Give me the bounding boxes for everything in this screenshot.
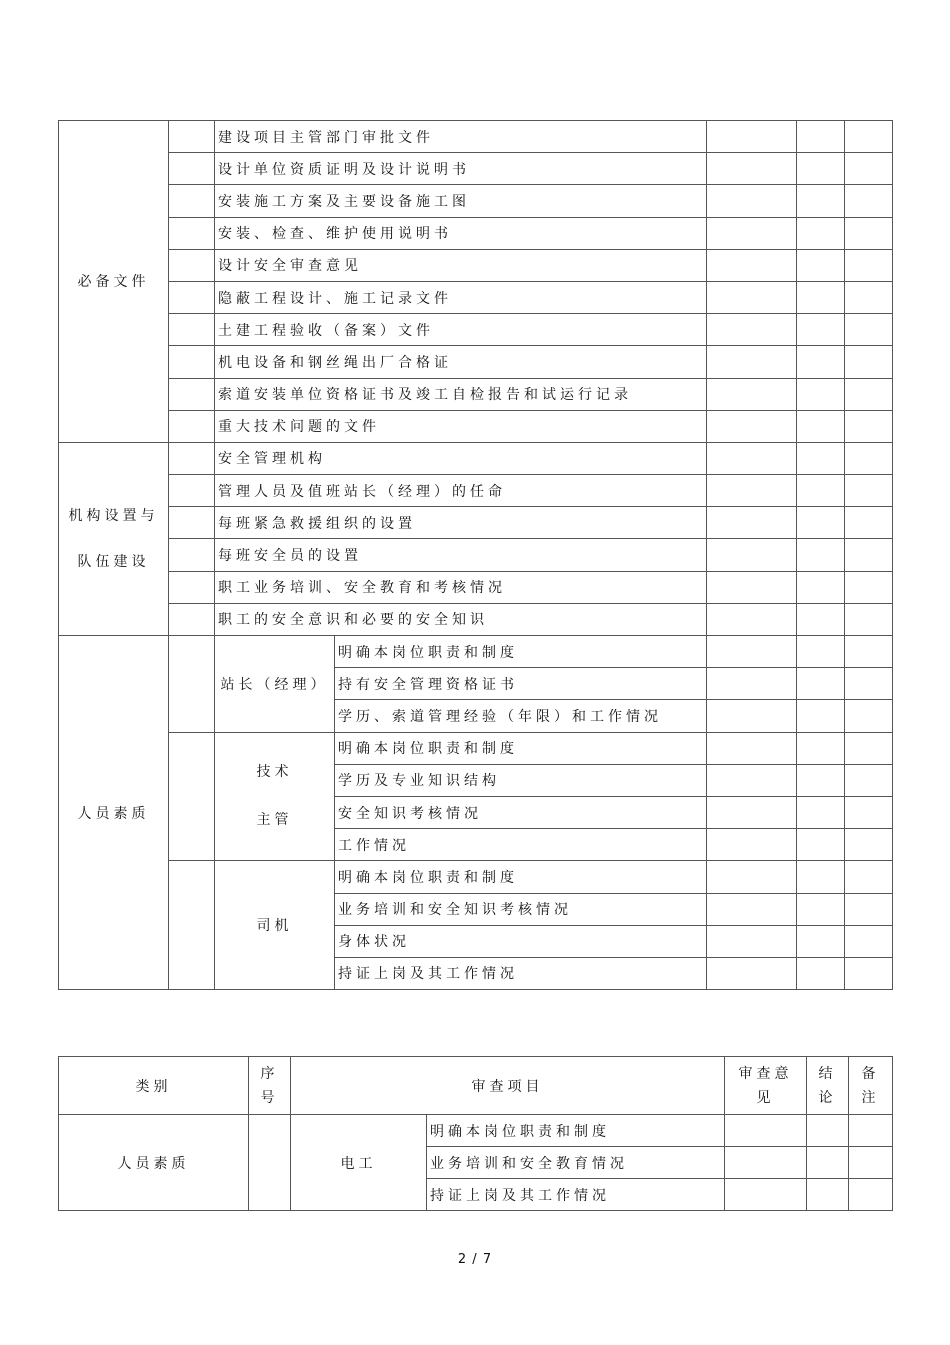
seq-cell — [169, 475, 215, 507]
review-item: 工作情况 — [335, 829, 707, 861]
conclusion-cell[interactable] — [797, 378, 845, 410]
seq-cell — [169, 281, 215, 313]
remark-cell[interactable] — [845, 249, 893, 281]
conclusion-cell[interactable] — [797, 346, 845, 378]
seq-cell — [169, 378, 215, 410]
conclusion-cell[interactable] — [797, 957, 845, 989]
opinion-cell[interactable] — [707, 764, 797, 796]
table-row — [59, 346, 893, 378]
review-item: 持证上岗及其工作情况 — [427, 1179, 725, 1211]
seq-cell — [169, 539, 215, 571]
review-item: 管理人员及值班站长（经理）的任命 — [215, 475, 707, 507]
review-item: 每班紧急救援组织的设置 — [215, 507, 707, 539]
header-seq: 序 号 — [249, 1057, 291, 1115]
seq-cell — [169, 217, 215, 249]
review-item: 设计单位资质证明及设计说明书 — [215, 153, 707, 185]
table-row — [59, 507, 893, 539]
seq-cell — [169, 442, 215, 474]
remark-cell[interactable] — [845, 378, 893, 410]
remark-cell[interactable] — [845, 217, 893, 249]
remark-cell[interactable] — [845, 314, 893, 346]
remark-cell[interactable] — [845, 153, 893, 185]
table-row — [59, 475, 893, 507]
remark-cell[interactable] — [845, 893, 893, 925]
table-row — [59, 314, 893, 346]
review-item: 设计安全审查意见 — [215, 249, 707, 281]
remark-cell[interactable] — [849, 1115, 893, 1147]
table-row — [59, 861, 893, 893]
seq-cell — [169, 507, 215, 539]
review-item: 安装施工方案及主要设备施工图 — [215, 185, 707, 217]
review-item: 职工业务培训、安全教育和考核情况 — [215, 571, 707, 603]
opinion-cell[interactable] — [707, 829, 797, 861]
table-row — [59, 442, 893, 474]
table-row — [59, 571, 893, 603]
opinion-cell[interactable] — [707, 668, 797, 700]
seq-cell — [169, 185, 215, 217]
table-header-row — [59, 1057, 893, 1115]
opinion-cell[interactable] — [725, 1179, 807, 1211]
remark-cell[interactable] — [845, 603, 893, 635]
opinion-cell[interactable] — [707, 121, 797, 153]
opinion-cell[interactable] — [725, 1115, 807, 1147]
review-item: 明确本岗位职责和制度 — [335, 861, 707, 893]
opinion-cell[interactable] — [707, 636, 797, 668]
role-cell: 司机 — [215, 861, 335, 990]
table-row — [59, 378, 893, 410]
conclusion-cell[interactable] — [797, 732, 845, 764]
header-category: 类别 — [59, 1057, 249, 1115]
seq-cell — [169, 410, 215, 442]
table-row — [59, 603, 893, 635]
review-table-continued — [58, 120, 893, 990]
opinion-cell[interactable] — [707, 796, 797, 828]
review-item: 安装、检查、维护使用说明书 — [215, 217, 707, 249]
remark-cell[interactable] — [845, 764, 893, 796]
review-item: 索道安装单位资格证书及竣工自检报告和试运行记录 — [215, 378, 707, 410]
opinion-cell[interactable] — [707, 893, 797, 925]
conclusion-cell[interactable] — [797, 314, 845, 346]
opinion-cell[interactable] — [707, 281, 797, 313]
opinion-cell[interactable] — [707, 314, 797, 346]
remark-cell[interactable] — [845, 121, 893, 153]
conclusion-cell[interactable] — [797, 893, 845, 925]
remark-cell[interactable] — [845, 957, 893, 989]
review-item: 重大技术问题的文件 — [215, 410, 707, 442]
remark-cell[interactable] — [845, 410, 893, 442]
category-cell: 机构设置与 队伍建设 — [59, 442, 169, 635]
seq-cell — [169, 249, 215, 281]
conclusion-cell[interactable] — [797, 442, 845, 474]
conclusion-cell[interactable] — [797, 507, 845, 539]
conclusion-cell[interactable] — [797, 571, 845, 603]
review-item: 明确本岗位职责和制度 — [335, 636, 707, 668]
header-review-item: 审查项目 — [291, 1057, 725, 1115]
category-cell: 人员素质 — [59, 1115, 249, 1211]
opinion-cell[interactable] — [707, 507, 797, 539]
conclusion-cell[interactable] — [797, 796, 845, 828]
opinion-cell[interactable] — [707, 378, 797, 410]
review-item: 每班安全员的设置 — [215, 539, 707, 571]
opinion-cell[interactable] — [707, 249, 797, 281]
remark-cell[interactable] — [845, 636, 893, 668]
opinion-cell[interactable] — [707, 861, 797, 893]
review-item: 学历、索道管理经验（年限）和工作情况 — [335, 700, 707, 732]
conclusion-cell[interactable] — [797, 829, 845, 861]
remark-cell[interactable] — [845, 700, 893, 732]
conclusion-cell[interactable] — [797, 700, 845, 732]
remark-cell[interactable] — [845, 442, 893, 474]
review-item: 安全管理机构 — [215, 442, 707, 474]
remark-cell[interactable] — [845, 539, 893, 571]
table-row — [59, 185, 893, 217]
review-table-electrician — [58, 1056, 893, 1211]
opinion-cell[interactable] — [707, 732, 797, 764]
seq-cell — [169, 636, 215, 733]
conclusion-cell[interactable] — [797, 410, 845, 442]
conclusion-cell[interactable] — [797, 153, 845, 185]
table-row — [59, 539, 893, 571]
review-item: 隐蔽工程设计、施工记录文件 — [215, 281, 707, 313]
remark-cell[interactable] — [845, 732, 893, 764]
review-item: 学历及专业知识结构 — [335, 764, 707, 796]
table-row — [59, 636, 893, 668]
review-item: 建设项目主管部门审批文件 — [215, 121, 707, 153]
conclusion-cell[interactable] — [807, 1115, 849, 1147]
review-item: 机电设备和钢丝绳出厂合格证 — [215, 346, 707, 378]
opinion-cell[interactable] — [707, 603, 797, 635]
seq-cell — [169, 314, 215, 346]
seq-cell — [169, 346, 215, 378]
opinion-cell[interactable] — [707, 571, 797, 603]
conclusion-cell[interactable] — [797, 185, 845, 217]
table-row — [59, 153, 893, 185]
review-item: 土建工程验收（备案）文件 — [215, 314, 707, 346]
category-cell: 人员素质 — [59, 636, 169, 990]
role-cell: 技术 主管 — [215, 732, 335, 861]
conclusion-cell[interactable] — [797, 636, 845, 668]
review-item: 身体状况 — [335, 925, 707, 957]
remark-cell[interactable] — [845, 475, 893, 507]
conclusion-cell[interactable] — [797, 217, 845, 249]
opinion-cell[interactable] — [725, 1147, 807, 1179]
page-number: 2 / 7 — [457, 1252, 493, 1267]
review-item: 持证上岗及其工作情况 — [335, 957, 707, 989]
remark-cell[interactable] — [849, 1147, 893, 1179]
opinion-cell[interactable] — [707, 539, 797, 571]
remark-cell[interactable] — [845, 668, 893, 700]
role-cell: 电工 — [291, 1115, 427, 1211]
review-item: 业务培训和安全知识考核情况 — [335, 893, 707, 925]
review-item: 明确本岗位职责和制度 — [335, 732, 707, 764]
conclusion-cell[interactable] — [797, 121, 845, 153]
seq-cell — [169, 861, 215, 990]
opinion-cell[interactable] — [707, 185, 797, 217]
table-row — [59, 732, 893, 764]
opinion-cell[interactable] — [707, 153, 797, 185]
seq-cell — [169, 153, 215, 185]
remark-cell[interactable] — [845, 571, 893, 603]
conclusion-cell[interactable] — [797, 539, 845, 571]
seq-cell — [169, 603, 215, 635]
remark-cell[interactable] — [845, 796, 893, 828]
remark-cell[interactable] — [845, 346, 893, 378]
conclusion-cell[interactable] — [797, 249, 845, 281]
conclusion-cell[interactable] — [797, 281, 845, 313]
review-item: 持有安全管理资格证书 — [335, 668, 707, 700]
table-row — [59, 410, 893, 442]
conclusion-cell[interactable] — [797, 603, 845, 635]
table-row — [59, 1115, 893, 1147]
review-item: 安全知识考核情况 — [335, 796, 707, 828]
conclusion-cell[interactable] — [807, 1147, 849, 1179]
header-remark: 备 注 — [849, 1057, 893, 1115]
opinion-cell[interactable] — [707, 346, 797, 378]
review-item: 职工的安全意识和必要的安全知识 — [215, 603, 707, 635]
opinion-cell[interactable] — [707, 442, 797, 474]
remark-cell[interactable] — [845, 507, 893, 539]
opinion-cell[interactable] — [707, 410, 797, 442]
table-row — [59, 249, 893, 281]
header-conclusion: 结 论 — [807, 1057, 849, 1115]
conclusion-cell[interactable] — [807, 1179, 849, 1211]
category-cell: 必备文件 — [59, 121, 169, 443]
conclusion-cell[interactable] — [797, 861, 845, 893]
table-row — [59, 121, 893, 153]
table-row — [59, 281, 893, 313]
remark-cell[interactable] — [845, 185, 893, 217]
opinion-cell[interactable] — [707, 957, 797, 989]
remark-cell[interactable] — [845, 281, 893, 313]
review-item: 业务培训和安全教育情况 — [427, 1147, 725, 1179]
conclusion-cell[interactable] — [797, 475, 845, 507]
remark-cell[interactable] — [845, 829, 893, 861]
remark-cell[interactable] — [845, 925, 893, 957]
opinion-cell[interactable] — [707, 475, 797, 507]
remark-cell[interactable] — [845, 861, 893, 893]
seq-cell — [169, 121, 215, 153]
opinion-cell[interactable] — [707, 925, 797, 957]
seq-cell — [169, 571, 215, 603]
conclusion-cell[interactable] — [797, 668, 845, 700]
conclusion-cell[interactable] — [797, 764, 845, 796]
role-cell: 站长（经理） — [215, 636, 335, 733]
conclusion-cell[interactable] — [797, 925, 845, 957]
header-opinion: 审查意 见 — [725, 1057, 807, 1115]
table-row — [59, 217, 893, 249]
seq-cell — [169, 732, 215, 861]
opinion-cell[interactable] — [707, 217, 797, 249]
opinion-cell[interactable] — [707, 700, 797, 732]
seq-cell — [249, 1115, 291, 1211]
review-item: 明确本岗位职责和制度 — [427, 1115, 725, 1147]
remark-cell[interactable] — [849, 1179, 893, 1211]
